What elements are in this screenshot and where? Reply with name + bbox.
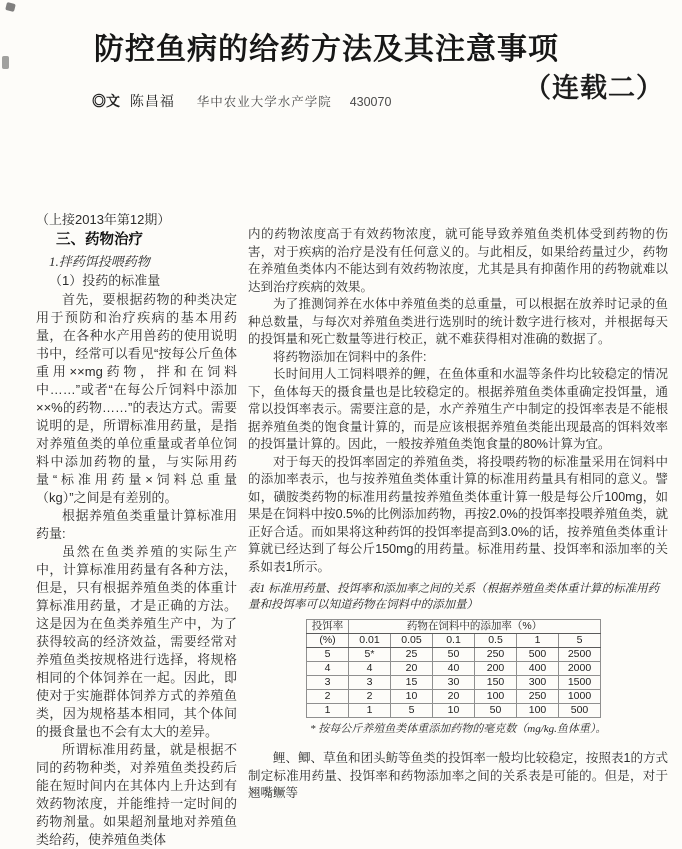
paragraph: 内的药物浓度高于有效药物浓度，就可能导致养殖鱼类机体受到药物的伤害，对于疾病的治疗是没有任何意义的。与此相反，如果给药量过少，药物在养殖鱼类体内不能达到有效药物浓度，尤其是具有抑菌作用的药物就难以达到治疗疾病的效果。: [248, 227, 668, 294]
paragraph: 为了推测饲养在水体中养殖鱼类的总重量，可以根据在放养时记录的鱼种总数量，与每次对养殖鱼类进行选别时的统计数字进行核对，并根据每天的投饵量和死亡数量等进行校正，就不难获得相对准确的数据了。: [248, 297, 668, 346]
paragraph: 长时间用人工饲料喂养的鲤，在鱼体重和水温等条件均比较稳定的情况下，鱼体每天的摄食量也是比较稳定的。根据养殖鱼类体重确定投饵量，通常以投饵率表示。需要注意的是，水产养殖生产中制定的投饵率表是不能根据养殖鱼类的饱食量计算的，而是应该根据养殖鱼类能出现最高的饵料效率的投饵量计算的。因此，一般按养殖鱼类饱食量的80%计算为宜。: [248, 367, 668, 451]
scan-artifact: [5, 2, 16, 12]
table-cell: 15: [391, 676, 433, 690]
table-cell: 25: [391, 648, 433, 662]
table-cell: 10: [433, 704, 475, 718]
paragraph: 虽然在鱼类养殖的实际生产中，计算标准用药量有各种方法，但是，只有根据养殖鱼类的体重计算标准用药量，才是正确的方法。这是因为在鱼类养殖生产中，为了获得较高的经济效益，需要经常对养殖鱼类按规格进行选择，将规格相同的个体饲养在一起。因此，即使对于实施群体饲养方式的养殖鱼类，因为规格基本相同，其个体间的摄食量也不会有太大的差异。: [36, 544, 237, 739]
table-row: [307, 648, 601, 662]
table-cell: 2: [349, 690, 391, 704]
paragraph: 首先，要根据药物的种类决定用于预防和治疗疾病的基本用药量，在各种水产用兽药的使用说明书中，经常可以看见“按每公斤鱼体重用××mg药物，拌和在饲料中……”或者“在每公斤饲料中添加××%的药物……”的表达方式。需要说明的是，所谓标准用药量，是指对养殖鱼类的单位重量或者单位饲料中添加药物的量，与实际用药量“标准用药量×饲料总重量（kg）”之间是有差别的。: [36, 292, 237, 505]
scan-artifact: [2, 56, 9, 69]
table-subheader-cell: 1: [517, 634, 559, 648]
table-cell: 2: [307, 690, 349, 704]
sub-heading: 1.拌药饵投喂药物: [49, 254, 150, 269]
table-cell: 250: [475, 648, 517, 662]
right-column: [248, 226, 668, 803]
table-subheader-cell: 5: [559, 634, 601, 648]
table-cell: 2000: [559, 662, 601, 676]
table-cell: 300: [517, 676, 559, 690]
table-cell: 5*: [349, 648, 391, 662]
table-cell: 50: [475, 704, 517, 718]
byline: [92, 91, 391, 111]
table-cell: 2500: [559, 648, 601, 662]
item-heading: （1）投药的标准量: [49, 273, 161, 288]
table-cell: 200: [475, 662, 517, 676]
table-cell: 1500: [559, 676, 601, 690]
paragraph: 鲤、鲫、草鱼和团头鲂等鱼类的投饵率一般均比较稳定，按照表1的方式制定标准用药量、投饵率和药物添加率之间的关系表是可能的。但是，对于翘嘴鳜等: [248, 751, 668, 800]
table-subheader-cell: 0.05: [391, 634, 433, 648]
table-cell: 400: [517, 662, 559, 676]
table-cell: 40: [433, 662, 475, 676]
table-cell: 500: [517, 648, 559, 662]
table-span-header: 药物在饲料中的添加率（%）: [349, 620, 601, 634]
table-cell: 150: [475, 676, 517, 690]
table-cell: 5: [391, 704, 433, 718]
table-row: [307, 704, 601, 718]
table-cell: 20: [433, 690, 475, 704]
table-cell: 3: [307, 676, 349, 690]
table-cell: 3: [349, 676, 391, 690]
table-cell: 5: [307, 648, 349, 662]
table-cell: 1: [307, 704, 349, 718]
table-row: [307, 662, 601, 676]
section-heading: 三、药物治疗: [56, 232, 143, 248]
dosage-table: [306, 619, 601, 718]
table-cell: 100: [517, 704, 559, 718]
table-cell: 100: [475, 690, 517, 704]
table-footnote: * 按每公斤养殖鱼类体重添加药物的毫克数（mg/kg.鱼体重）。: [310, 723, 607, 735]
paragraph: 将药物添加在饲料中的条件:: [273, 349, 427, 364]
table-corner-header: 投饵率: [307, 620, 349, 634]
table-cell: 50: [433, 648, 475, 662]
table-subheader-cell: 0.01: [349, 634, 391, 648]
table-cell: 1000: [559, 690, 601, 704]
paragraph: 根据养殖鱼类重量计算标准用药量:: [36, 508, 237, 541]
author-affiliation: 华中农业大学水产学院: [196, 95, 332, 109]
postal-code: 430070: [349, 95, 392, 109]
table-cell: 20: [391, 662, 433, 676]
table-cell: 250: [517, 690, 559, 704]
table-row: [307, 676, 601, 690]
table-cell: 30: [433, 676, 475, 690]
table-cell: 4: [307, 662, 349, 676]
table-row: [307, 690, 601, 704]
table-cell: 10: [391, 690, 433, 704]
table-subheader-cell: 0.1: [433, 634, 475, 648]
paragraph: 所谓标准用药量，就是根据不同的药物种类，对养殖鱼类投药后能在短时间内在其体内上升达到有效药物浓度，并能维持一定时间的药物剂量。如果超剂量地对养殖鱼类给药，使养殖鱼类体: [36, 742, 237, 847]
page-title: 防控鱼病的给药方法及其注意事项: [94, 33, 559, 66]
table-caption: 表1 标准用药量、投饵率和添加率之间的关系（根据养殖鱼类体重计算的标准用药量和投饵率可以知道药物在饲料中的添加量）: [248, 583, 660, 611]
table-cell: 1: [349, 704, 391, 718]
serial-subtitle: （连载二）: [524, 73, 664, 103]
paragraph: 对于每天的投饵率固定的养殖鱼类，将投喂药物的标准量采用在饲料中的添加率表示，也与按养殖鱼类体重计算的标准用药量具有相同的意义。譬如，磺胺类药物的标准用药量按养殖鱼类体重计算一般是每公斤100mg，如果是在饲料中按0.5%的比例添加药物，再按2.0%的投饵率投喂养殖鱼类，就正好合适。而如果将这种药饵的投饵率提高到3.0%的话，按养殖鱼类体重计算就已经达到了每公斤150mg的用药量。标准用药量、投饵率和添加率的关系如表1所示。: [248, 454, 668, 574]
author-name: 陈昌福: [129, 93, 175, 109]
table-subheader-cell: 0.5: [475, 634, 517, 648]
table-corner-unit: (%): [307, 634, 349, 648]
byline-prefix: ◎文: [92, 93, 120, 109]
left-column: [36, 211, 237, 849]
table-cell: 500: [559, 704, 601, 718]
table-cell: 4: [349, 662, 391, 676]
continuation-note: （上接2013年第12期）: [36, 212, 171, 227]
